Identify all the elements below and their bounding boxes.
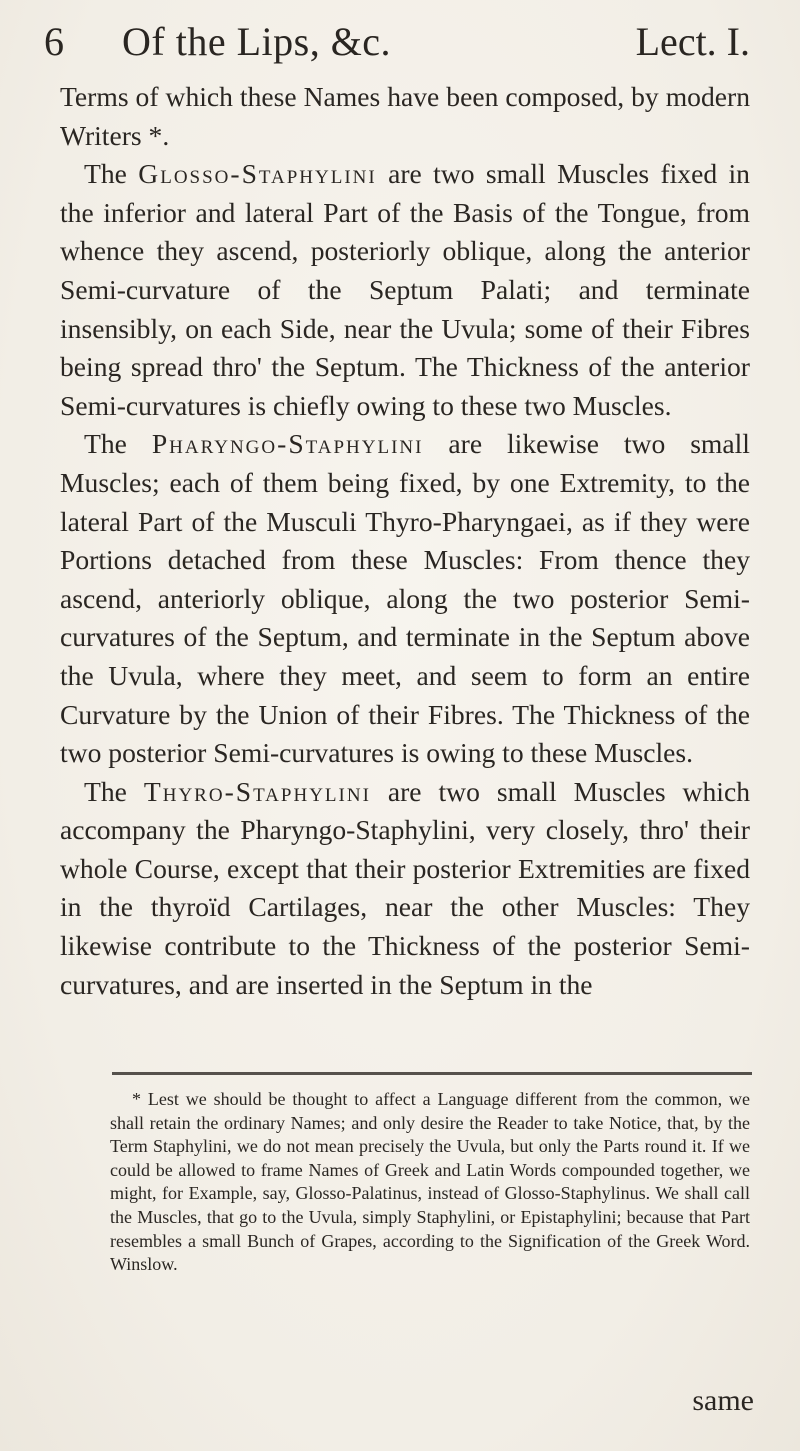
- paragraph-continuation: Terms of which these Names have been composed, by modern Writers *.: [60, 81, 750, 151]
- catchword: same: [692, 1384, 754, 1417]
- paragraph-thyro-staphylini: The Thyro-Staphylini are two small Muscles which accompany the Pharyngo-Staphylini, very closely, thro' their whole Course, except that their posterior Extremities are fixed in the thyroïd Cartilages, near the other Muscles: They likewise contribute to the Thickness of the posterior Semi-curvatures, and are inserted in the Septum in the: [60, 775, 750, 1000]
- muscle-name: Pharyngo-Staphylini: [151, 428, 424, 460]
- paragraph-glosso-staphylini: The Glosso-Staphylini are two small Muscles fixed in the inferior and lateral Part of the Basis of the Tongue, from whence they ascend, posteriorly oblique, along the anterior Semi-curvature of the Septum Palati; and terminate insensibly, on each Side, near the Uvula; some of their Fibres being spread thro' the Septum. The Thickness of the anterior Semi-curvatures is chiefly owing to these two Muscles.: [60, 158, 750, 421]
- body-text: [60, 78, 750, 1004]
- running-header: [44, 18, 750, 78]
- page-number: 6: [44, 19, 64, 64]
- running-title: Of the Lips, &c.: [122, 19, 392, 64]
- footnote: * Lest we should be thought to affect a Language different from the common, we shall retain the ordinary Names; and only desire the Reader to take Notice, that, by the Term Staphylini, we do not mean precisely the Uvula, but only the Parts round it. If we could be allowed to frame Names of Greek and Latin Words compounded together, we might, for Example, say, Glosso-Palatinus, instead of Glosso-Staphylinus. We shall call the Muscles, that go to the Uvula, simply Staphylini, or Epistaphylini; because that Part resembles a small Bunch of Grapes, according to the Signification of the Greek Word. Winslow.: [110, 1089, 750, 1275]
- running-section: Lect. I.: [635, 19, 750, 64]
- muscle-name: Glosso-Staphylini: [138, 158, 377, 190]
- muscle-name: Thyro-Staphylini: [143, 775, 371, 807]
- paragraph-pharyngo-staphylini: The Pharyngo-Staphylini are likewise two small Muscles; each of them being fixed, by one Extremity, to the lateral Part of the Musculi Thyro-Pharyngaei, as if they were Portions detached from these Muscles: From thence they ascend, anteriorly oblique, along the two posterior Semi-curvatures of the Septum, and terminate in the Septum above the Uvula, where they meet, and seem to form an entire Curvature by the Union of their Fibres. The Thickness of the two posterior Semi-curvatures is owing to these Muscles.: [60, 428, 750, 769]
- footnote-rule: [112, 1072, 752, 1075]
